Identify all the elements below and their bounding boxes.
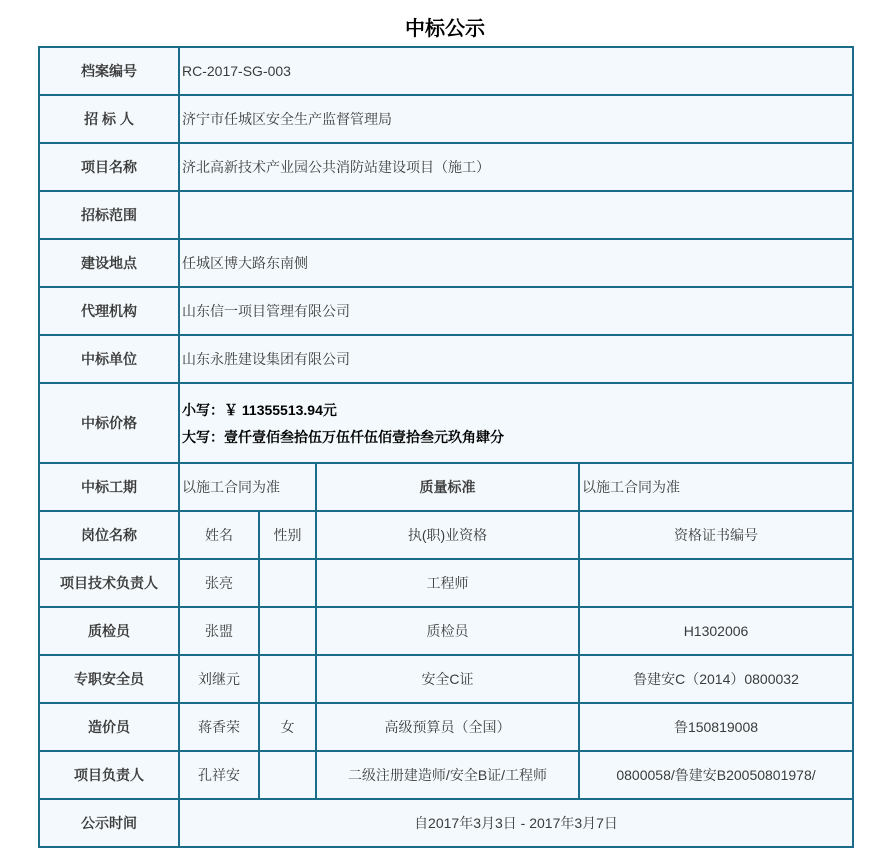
bid-price-lowercase: 小写：￥ 11355513.94元 bbox=[182, 401, 337, 418]
row-project-name bbox=[39, 143, 853, 191]
staff-position: 项目技术负责人 bbox=[39, 559, 179, 607]
staff-name: 张盟 bbox=[179, 607, 259, 655]
staff-header-position: 岗位名称 bbox=[39, 511, 179, 559]
staff-gender bbox=[259, 559, 316, 607]
archive-number-value: RC-2017-SG-003 bbox=[179, 47, 853, 95]
staff-header-name: 姓名 bbox=[179, 511, 259, 559]
staff-qualification: 工程师 bbox=[316, 559, 579, 607]
staff-gender bbox=[259, 607, 316, 655]
staff-cert-no: H1302006 bbox=[579, 607, 853, 655]
staff-row-technical-director bbox=[39, 559, 853, 607]
winning-bidder-label: 中标单位 bbox=[39, 335, 179, 383]
staff-header-cert-no: 资格证书编号 bbox=[579, 511, 853, 559]
bid-scope-value bbox=[179, 191, 853, 239]
staff-qualification: 安全C证 bbox=[316, 655, 579, 703]
agency-label: 代理机构 bbox=[39, 287, 179, 335]
row-publicity-period bbox=[39, 799, 853, 847]
staff-position: 质检员 bbox=[39, 607, 179, 655]
staff-header-row bbox=[39, 511, 853, 559]
staff-qualification: 二级注册建造师/安全B证/工程师 bbox=[316, 751, 579, 799]
staff-cert-no bbox=[579, 559, 853, 607]
staff-cert-no: 0800058/鲁建安B20050801978/ bbox=[579, 751, 853, 799]
archive-number-label: 档案编号 bbox=[39, 47, 179, 95]
publicity-period-value: 自2017年3月3日 - 2017年3月7日 bbox=[179, 799, 853, 847]
staff-row-quality-inspector bbox=[39, 607, 853, 655]
row-duration-quality bbox=[39, 463, 853, 511]
row-archive-number bbox=[39, 47, 853, 95]
staff-header-qualification: 执(职)业资格 bbox=[316, 511, 579, 559]
row-winning-bidder bbox=[39, 335, 853, 383]
staff-name: 张亮 bbox=[179, 559, 259, 607]
staff-row-project-manager bbox=[39, 751, 853, 799]
staff-cert-no: 鲁建安C（2014）0800032 bbox=[579, 655, 853, 703]
duration-value: 以施工合同为准 bbox=[179, 463, 316, 511]
page-title: 中标公示 bbox=[405, 18, 485, 40]
staff-name: 孔祥安 bbox=[179, 751, 259, 799]
duration-label: 中标工期 bbox=[39, 463, 179, 511]
staff-header-gender: 性别 bbox=[259, 511, 316, 559]
tenderer-label: 招 标 人 bbox=[39, 95, 179, 143]
project-name-label: 项目名称 bbox=[39, 143, 179, 191]
agency-value: 山东信一项目管理有限公司 bbox=[179, 287, 853, 335]
staff-row-safety-officer bbox=[39, 655, 853, 703]
winning-bidder-value: 山东永胜建设集团有限公司 bbox=[179, 335, 853, 383]
staff-gender: 女 bbox=[259, 703, 316, 751]
quality-standard-label: 质量标准 bbox=[316, 463, 579, 511]
bid-price-value bbox=[179, 383, 853, 463]
tenderer-value: 济宁市任城区安全生产监督管理局 bbox=[179, 95, 853, 143]
staff-gender bbox=[259, 655, 316, 703]
staff-qualification: 高级预算员（全国） bbox=[316, 703, 579, 751]
staff-name: 蒋香荣 bbox=[179, 703, 259, 751]
bid-scope-label: 招标范围 bbox=[39, 191, 179, 239]
construction-site-value: 任城区博大路东南侧 bbox=[179, 239, 853, 287]
construction-site-label: 建设地点 bbox=[39, 239, 179, 287]
bid-price-uppercase: 大写：壹仟壹佰叁拾伍万伍仟伍佰壹拾叁元玖角肆分 bbox=[182, 428, 504, 445]
staff-position: 专职安全员 bbox=[39, 655, 179, 703]
row-bid-price bbox=[39, 383, 853, 463]
row-agency bbox=[39, 287, 853, 335]
staff-cert-no: 鲁150819008 bbox=[579, 703, 853, 751]
row-tenderer bbox=[39, 95, 853, 143]
staff-position: 造价员 bbox=[39, 703, 179, 751]
staff-name: 刘继元 bbox=[179, 655, 259, 703]
bid-announcement-table bbox=[38, 46, 854, 848]
quality-standard-value: 以施工合同为准 bbox=[579, 463, 853, 511]
staff-gender bbox=[259, 751, 316, 799]
publicity-period-label: 公示时间 bbox=[39, 799, 179, 847]
project-name-value: 济北高新技术产业园公共消防站建设项目（施工） bbox=[179, 143, 853, 191]
row-construction-site bbox=[39, 239, 853, 287]
row-bid-scope bbox=[39, 191, 853, 239]
staff-qualification: 质检员 bbox=[316, 607, 579, 655]
staff-row-cost-estimator bbox=[39, 703, 853, 751]
staff-position: 项目负责人 bbox=[39, 751, 179, 799]
bid-price-label: 中标价格 bbox=[39, 383, 179, 463]
